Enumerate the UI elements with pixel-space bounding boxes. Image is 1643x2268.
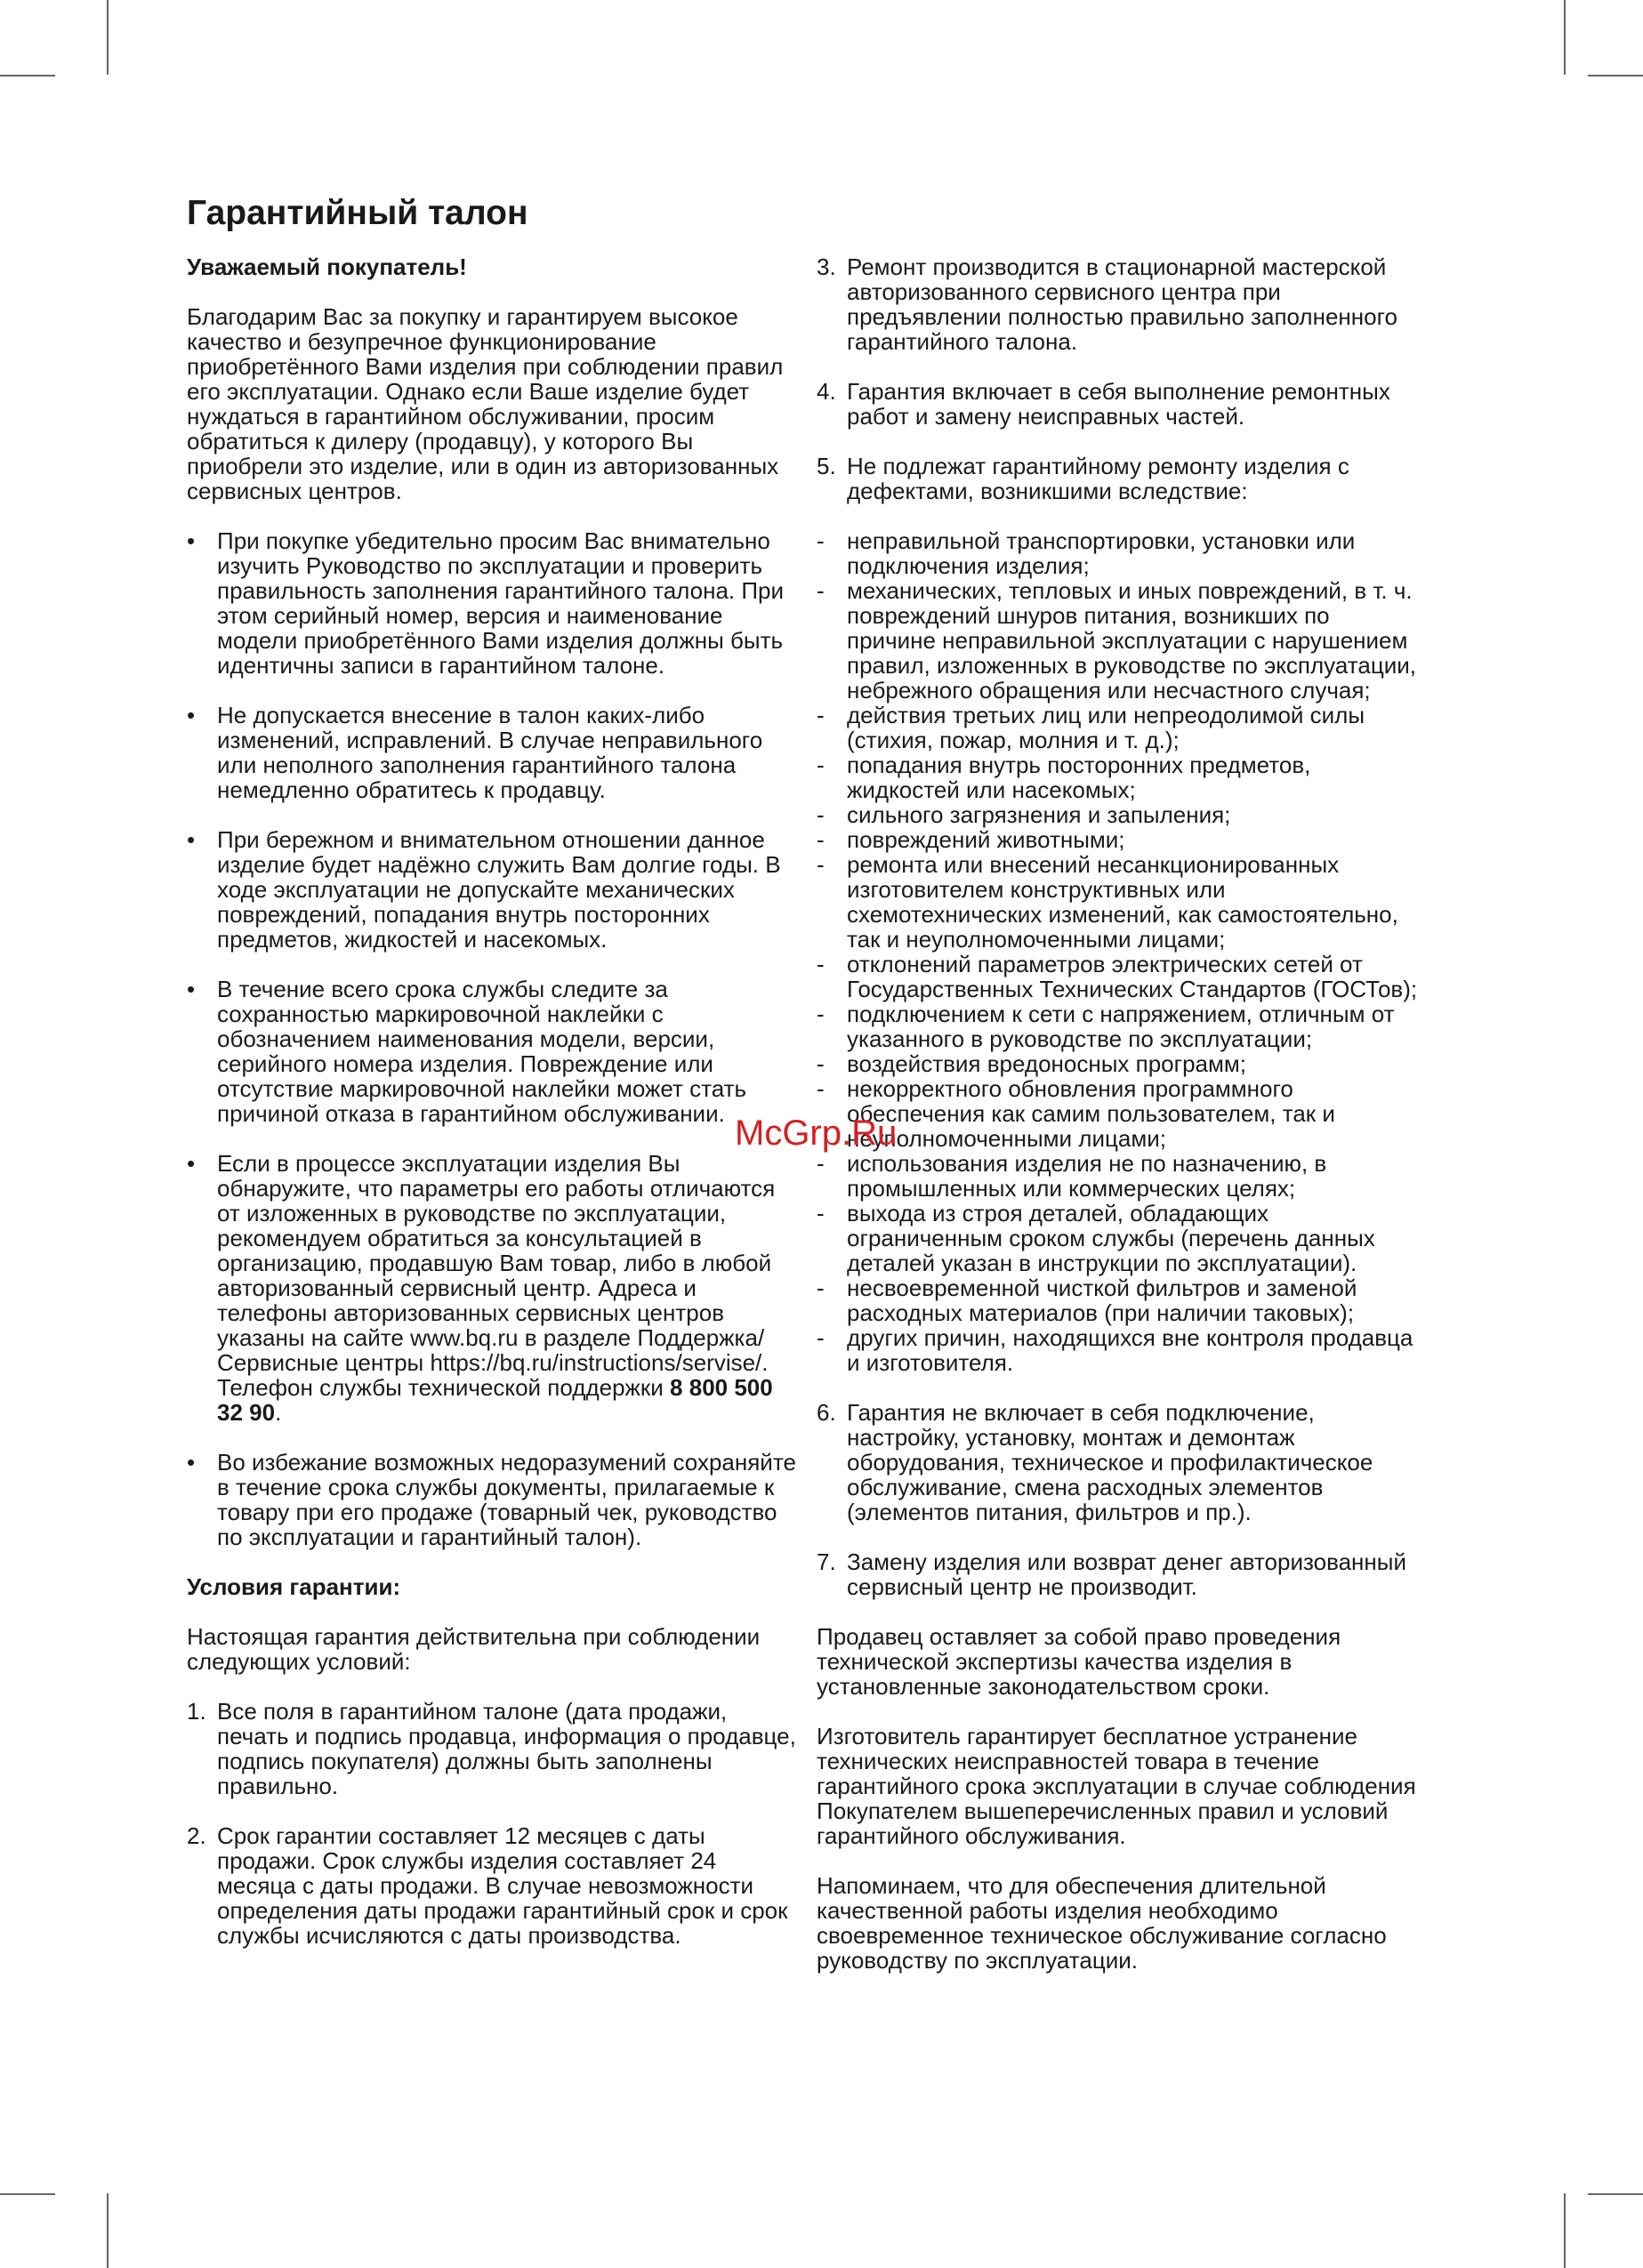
closing-paragraph: Изготовитель гарантирует бесплатное устранение технических неисправностей товара в течение гарантийного срока эксплуатации в случае соблюдения Покупателем вышеперечисленных правил и условий гарантийного обслуживания.	[817, 1723, 1416, 1849]
numbered-item	[817, 1549, 1422, 1599]
bullet-mark: •	[187, 826, 196, 853]
item-text: Гарантия включает в себя выполнение ремонтных работ и замену неисправных частей.	[847, 378, 1390, 430]
dash-mark: -	[817, 527, 825, 554]
dash-mark: -	[817, 951, 825, 977]
dash-mark: -	[817, 577, 825, 604]
dash-mark: -	[817, 702, 825, 728]
list-item-text: некорректного обновления программного обеспечения как самим пользователем, так и неуполномоченными лицами;	[847, 1075, 1335, 1152]
crop-mark	[1588, 75, 1643, 76]
bullet-mark: •	[187, 1449, 196, 1476]
left-column	[187, 254, 801, 1973]
list-item-text: механических, тепловых и иных повреждений, в т. ч. повреждений шнуров питания, возникших по причине неправильной эксплуатации с нарушением правил, изложенных в руководстве по эксплуатации, небрежного обращения или несчастного случая;	[847, 577, 1417, 704]
list-item	[817, 827, 1422, 852]
item-number: 2.	[187, 1822, 206, 1849]
list-item	[817, 1201, 1422, 1275]
list-item-text: воздействия вредоносных программ;	[847, 1050, 1246, 1077]
list-item	[817, 528, 1422, 578]
watermark-link[interactable]: McGrp.Ru	[735, 1114, 898, 1153]
bullet-text: При покупке убедительно просим Вас внимательно изучить Руководство по эксплуатации и проверить правильность заполнения гарантийного талона. При этом серийный номер, версия и наименование модели приобретённого Вами изделия должны быть идентичны записи в гарантийном талоне.	[217, 527, 785, 679]
numbered-item	[817, 254, 1422, 354]
bullet-text: Если в процессе эксплуатации изделия Вы обнаружите, что параметры его работы отличаются от изложенных в руководстве по эксплуатации, рекомендуем обратиться за консультацией в организацию, продавшую Вам товар, либо в любой авторизованный сервисный центр. Адреса и телефоны авторизованных сервисных центров указаны на сайте www.bq.ru в разделе Поддержка/Сервисные центры https://bq.ru/instructions/servise/. Телефон службы технической поддержки	[217, 1150, 776, 1401]
list-item	[817, 1275, 1422, 1325]
crop-mark	[107, 2193, 109, 2268]
bullet-text: Во избежание возможных недоразумений сохраняйте в течение срока службы документы, прилагаемые к товару при его продаже (товарный чек, руководство по эксплуатации и гарантийный талон).	[217, 1449, 796, 1550]
list-item	[817, 802, 1422, 827]
support-phone: 8 800 500 32 90	[217, 1374, 773, 1426]
greeting-heading: Уважаемый покупатель!	[187, 253, 467, 280]
bullet-text: Не допускается внесение в талон каких-либо изменений, исправлений. В случае неправильного или неполного заполнения гарантийного талона немедленно обратитесь к продавцу.	[217, 702, 763, 803]
dash-mark: -	[817, 1275, 825, 1301]
dash-mark: -	[817, 1150, 825, 1177]
list-item-text: повреждений животными;	[847, 826, 1125, 853]
bullet-item	[187, 528, 801, 678]
crop-mark	[107, 0, 109, 75]
dash-mark: -	[817, 826, 825, 853]
bullet-item	[187, 827, 801, 952]
list-item	[817, 1151, 1422, 1201]
item-number: 4.	[817, 378, 836, 405]
item-text: Ремонт производится в стационарной мастерской авторизованного сервисного центра при предъявлении полностью правильно заполненного гарантийного талона.	[847, 253, 1397, 355]
list-item-text: неправильной транспортировки, установки или подключения изделия;	[847, 527, 1356, 579]
numbered-item	[817, 379, 1422, 429]
list-item	[817, 952, 1422, 1001]
conditions-heading: Условия гарантии:	[187, 1573, 401, 1600]
closing-paragraph: Продавец оставляет за собой право проведения технической экспертизы качества изделия в установленные законодательством сроки.	[817, 1623, 1341, 1700]
bullet-mark: •	[187, 527, 196, 554]
list-item	[817, 752, 1422, 802]
list-item-text: несвоевременной чисткой фильтров и заменой расходных материалов (при наличии таковых);	[847, 1275, 1357, 1326]
numbered-item	[817, 454, 1422, 503]
list-item-text: других причин, находящихся вне контроля продавца и изготовителя.	[847, 1324, 1413, 1376]
numbered-item	[187, 1699, 801, 1798]
page-title: Гарантийный талон	[187, 194, 528, 232]
list-item-text: использования изделия не по назначению, в промышленных или коммерческих целях;	[847, 1150, 1327, 1202]
crop-mark	[1564, 0, 1566, 75]
item-number: 3.	[817, 253, 836, 280]
bullet-item	[187, 977, 801, 1126]
dash-mark: -	[817, 1001, 825, 1027]
bullet-text: При бережном и внимательном отношении данное изделие будет надёжно служить Вам долгие годы. В ходе эксплуатации не допускайте механических повреждений, попадания внутрь посторонних предметов, жидкостей и насекомых.	[217, 826, 781, 953]
right-column	[817, 254, 1422, 1998]
dash-mark: -	[817, 752, 825, 778]
bullet-text-end: .	[275, 1399, 282, 1426]
intro-paragraph: Благодарим Вас за покупку и гарантируем высокое качество и безупречное функционирование приобретённого Вами изделия при соблюдении правил его эксплуатации. Однако если Ваше изделие будет нуждаться в гарантийном обслуживании, просим обратиться к дилеру (продавцу), у которого Вы приобрели это изделие, или в один из авторизованных сервисных центров.	[187, 303, 784, 504]
item-text: Гарантия не включает в себя подключение, настройку, установку, монтаж и демонтаж оборудования, техническое и профилактическое обслуживание, смена расходных элементов (элементов питания, фильтров и пр.).	[847, 1399, 1373, 1525]
list-item	[817, 1325, 1422, 1375]
bullet-mark: •	[187, 976, 196, 1002]
item-number: 7.	[817, 1548, 836, 1575]
list-item	[817, 578, 1422, 703]
dash-mark: -	[817, 1050, 825, 1077]
list-item-text: сильного загрязнения и запыления;	[847, 801, 1231, 828]
bullet-mark: •	[187, 702, 196, 728]
crop-mark	[0, 75, 55, 76]
bullet-item	[187, 703, 801, 802]
exclusions-list	[817, 528, 1422, 1375]
item-text: Все поля в гарантийном талоне (дата продажи, печать и подпись продавца, информация о продавце, подпись покупателя) должны быть заполнены правильно.	[217, 1698, 796, 1799]
item-number: 5.	[817, 453, 836, 479]
crop-mark	[1564, 2193, 1566, 2268]
item-number: 1.	[187, 1698, 206, 1725]
crop-mark	[0, 2193, 55, 2195]
list-item-text: попадания внутрь посторонних предметов, жидкостей или насекомых;	[847, 752, 1311, 803]
bullet-item	[187, 1450, 801, 1549]
crop-mark	[1588, 2193, 1643, 2195]
numbered-item	[187, 1823, 801, 1948]
item-text: Срок гарантии составляет 12 месяцев с даты продажи. Срок службы изделия составляет 24 месяца с даты продажи. В случае невозможности определения даты продажи гарантийный срок и срок службы исчисляются с даты производства.	[217, 1822, 788, 1949]
list-item	[817, 703, 1422, 752]
list-item	[817, 852, 1422, 952]
list-item-text: подключением к сети с напряжением, отличным от указанного в руководстве по эксплуатации;	[847, 1001, 1395, 1052]
bullet-item-support	[187, 1151, 801, 1425]
list-item-text: выхода из строя деталей, обладающих ограниченным сроком службы (перечень данных деталей указан в инструкции по эксплуатации).	[847, 1200, 1375, 1276]
bullet-mark: •	[187, 1150, 196, 1177]
list-item	[817, 1001, 1422, 1051]
item-text: Не подлежат гарантийному ремонту изделия с дефектами, возникшими вследствие:	[847, 453, 1349, 504]
dash-mark: -	[817, 801, 825, 828]
item-number: 6.	[817, 1399, 836, 1426]
numbered-item	[817, 1400, 1422, 1524]
dash-mark: -	[817, 851, 825, 878]
bullet-text: В течение всего срока службы следите за сохранностью маркировочной наклейки с обозначением наименования модели, версии, серийного номера изделия. Повреждение или отсутствие маркировочной наклейки может стать причиной отказа в гарантийном обслуживании.	[217, 976, 747, 1127]
list-item-text: ремонта или внесений несанкционированных изготовителем конструктивных или схемотехнических изменений, как самостоятельно, так и неуполномоченными лицами;	[847, 851, 1398, 953]
dash-mark: -	[817, 1075, 825, 1102]
item-text: Замену изделия или возврат денег авторизованный сервисный центр не производит.	[847, 1548, 1406, 1600]
list-item-text: действия третьих лиц или непреодолимой силы (стихия, пожар, молния и т. д.);	[847, 702, 1365, 753]
dash-mark: -	[817, 1324, 825, 1351]
list-item	[817, 1076, 1422, 1151]
closing-paragraph: Напоминаем, что для обеспечения длительной качественной работы изделия необходимо своевременное техническое обслуживание согласно руководству по эксплуатации.	[817, 1872, 1387, 1974]
list-item	[817, 1051, 1422, 1076]
dash-mark: -	[817, 1200, 825, 1226]
conditions-intro: Настоящая гарантия действительна при соблюдении следующих условий:	[187, 1623, 761, 1675]
list-item-text: отклонений параметров электрических сетей от Государственных Технических Стандартов (ГОСТов);	[847, 951, 1418, 1002]
